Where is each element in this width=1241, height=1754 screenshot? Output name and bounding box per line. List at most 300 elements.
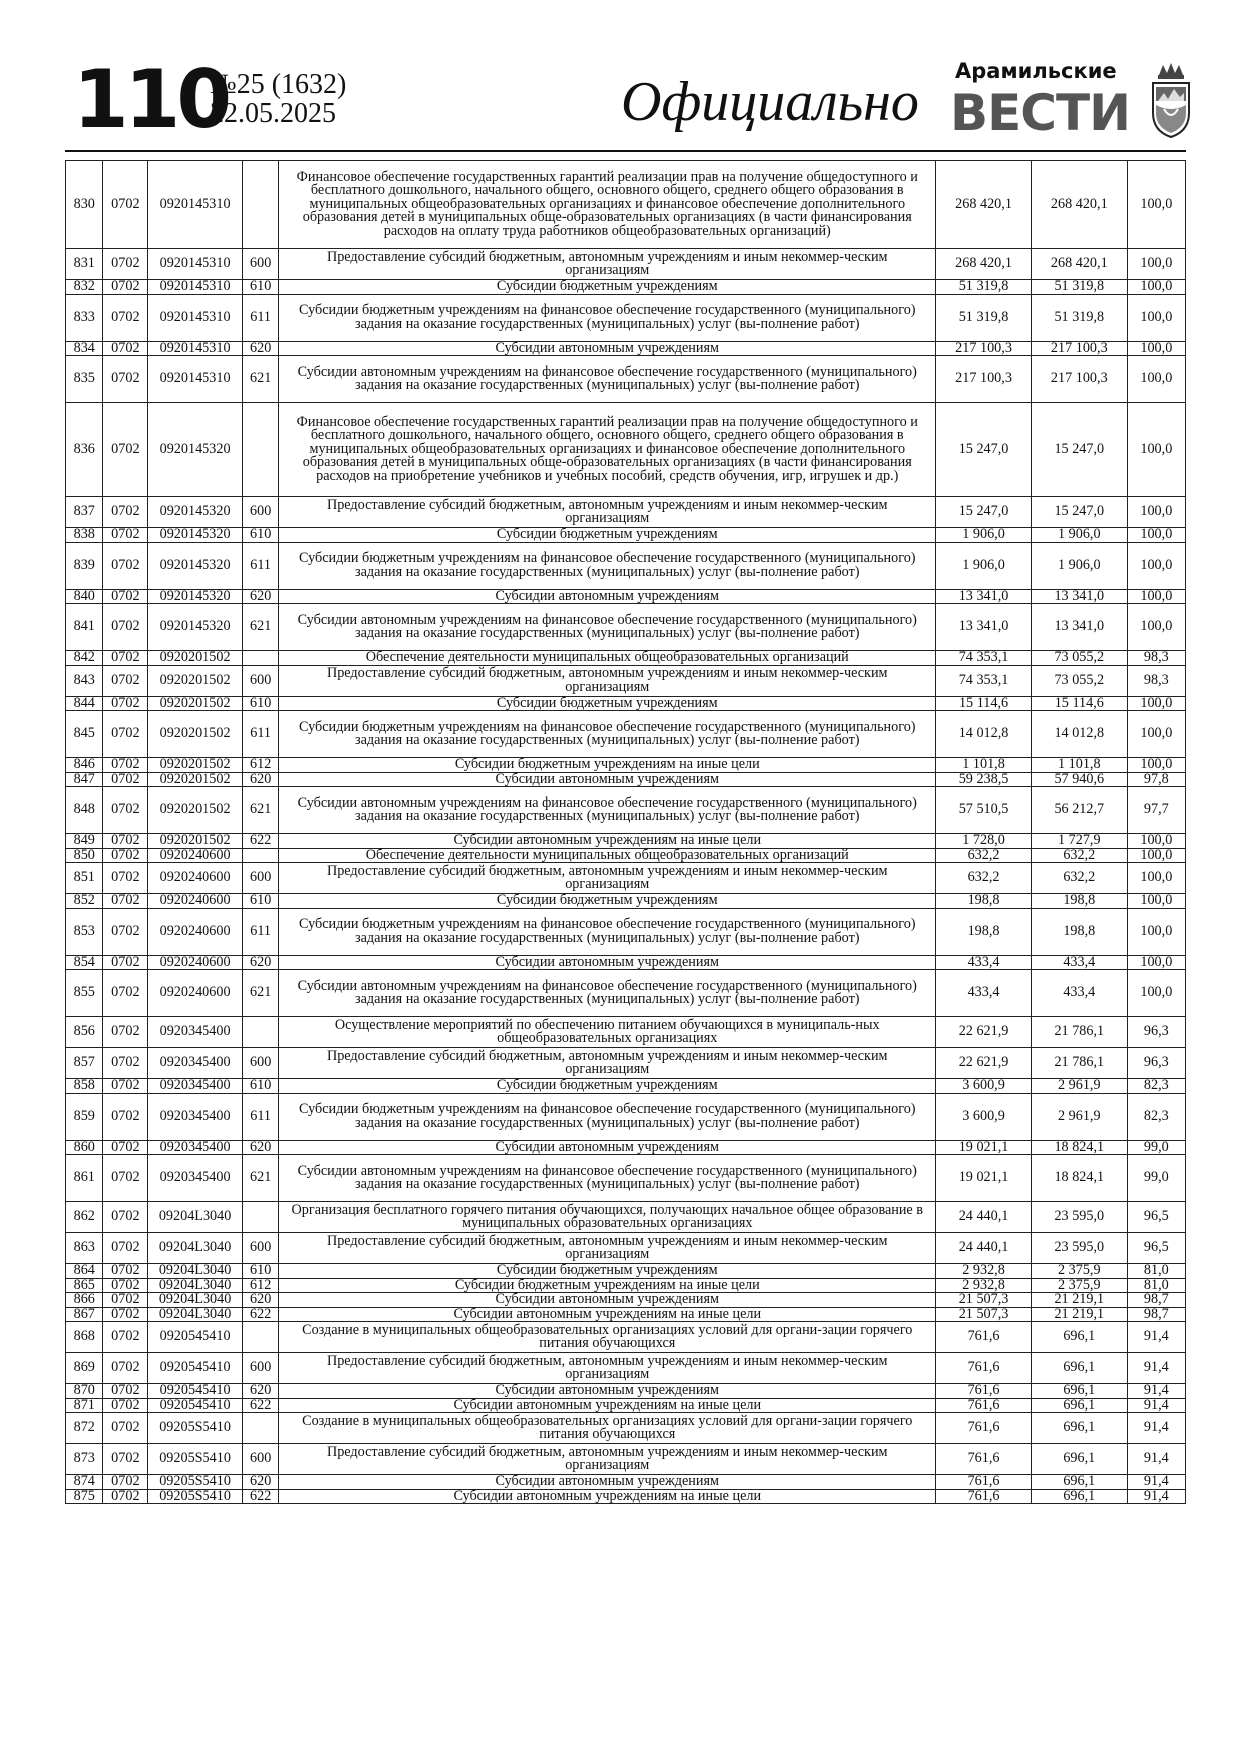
expense-type-cell: 610	[242, 894, 278, 909]
section-code-cell: 0702	[103, 758, 148, 773]
executed-amount-cell: 13 341,0	[1031, 589, 1127, 604]
row-number-cell: 867	[66, 1307, 103, 1322]
executed-amount-cell: 23 595,0	[1031, 1202, 1127, 1233]
target-code-cell: 0920201502	[148, 696, 243, 711]
expense-type-cell: 621	[242, 970, 278, 1017]
expense-type-cell	[242, 848, 278, 863]
planned-amount-cell: 761,6	[936, 1322, 1032, 1353]
target-code-cell: 0920545410	[148, 1353, 243, 1384]
section-code-cell: 0702	[103, 1293, 148, 1308]
row-number-cell: 871	[66, 1398, 103, 1413]
table-row	[66, 1353, 1186, 1384]
section-code-cell: 0702	[103, 403, 148, 497]
row-number-cell: 858	[66, 1079, 103, 1094]
planned-amount-cell: 59 238,5	[936, 772, 1032, 787]
table-row	[66, 1048, 1186, 1079]
expense-type-cell: 611	[242, 542, 278, 589]
target-code-cell: 0920201502	[148, 665, 243, 696]
section-title: Официально	[621, 71, 919, 133]
issue-info	[210, 70, 346, 128]
target-code-cell: 0920145310	[148, 161, 243, 249]
section-code-cell: 0702	[103, 1307, 148, 1322]
target-code-cell: 0920240600	[148, 908, 243, 955]
target-code-cell: 0920545410	[148, 1398, 243, 1413]
execution-percent-cell: 100,0	[1127, 894, 1185, 909]
description-cell: Субсидии бюджетным учреждениям на иные цели	[279, 758, 936, 773]
row-number-cell: 864	[66, 1264, 103, 1279]
execution-percent-cell: 100,0	[1127, 403, 1185, 497]
planned-amount-cell: 217 100,3	[936, 341, 1032, 356]
executed-amount-cell: 1 906,0	[1031, 542, 1127, 589]
row-number-cell: 859	[66, 1093, 103, 1140]
execution-percent-cell: 100,0	[1127, 249, 1185, 280]
table-row	[66, 528, 1186, 543]
section-code-cell: 0702	[103, 1233, 148, 1264]
expense-type-cell: 600	[242, 1233, 278, 1264]
expense-type-cell: 610	[242, 1079, 278, 1094]
execution-percent-cell: 91,4	[1127, 1475, 1185, 1490]
description-cell: Предоставление субсидий бюджетным, автономным учреждениям и иным некоммер-ческим организациям	[279, 863, 936, 894]
target-code-cell: 0920345400	[148, 1155, 243, 1202]
description-cell: Субсидии бюджетным учреждениям	[279, 528, 936, 543]
target-code-cell: 0920240600	[148, 970, 243, 1017]
description-cell: Субсидии бюджетным учреждениям	[279, 696, 936, 711]
executed-amount-cell: 696,1	[1031, 1322, 1127, 1353]
row-number-cell: 841	[66, 604, 103, 651]
expense-type-cell: 620	[242, 589, 278, 604]
logo-bottom-text: ВЕСТИ	[950, 84, 1130, 142]
planned-amount-cell: 198,8	[936, 908, 1032, 955]
section-code-cell: 0702	[103, 908, 148, 955]
expense-type-cell	[242, 403, 278, 497]
row-number-cell: 843	[66, 665, 103, 696]
section-code-cell: 0702	[103, 1322, 148, 1353]
section-code-cell: 0702	[103, 1048, 148, 1079]
execution-percent-cell: 82,3	[1127, 1079, 1185, 1094]
table-row	[66, 908, 1186, 955]
planned-amount-cell: 21 507,3	[936, 1293, 1032, 1308]
table-row	[66, 665, 1186, 696]
executed-amount-cell: 15 247,0	[1031, 403, 1127, 497]
expense-type-cell: 611	[242, 908, 278, 955]
description-cell: Субсидии автономным учреждениям на финансовое обеспечение государственного (муниципального) задания на оказание государственных (муниципальных) услуг (вы-полнение работ)	[279, 787, 936, 834]
description-cell: Организация бесплатного горячего питания обучающихся, получающих начальное общее образование в муниципальных образовательных организациях	[279, 1202, 936, 1233]
row-number-cell: 855	[66, 970, 103, 1017]
execution-percent-cell: 97,7	[1127, 787, 1185, 834]
planned-amount-cell: 761,6	[936, 1475, 1032, 1490]
expense-type-cell	[242, 1322, 278, 1353]
row-number-cell: 832	[66, 280, 103, 295]
expense-type-cell: 611	[242, 1093, 278, 1140]
planned-amount-cell: 13 341,0	[936, 589, 1032, 604]
executed-amount-cell: 632,2	[1031, 848, 1127, 863]
expense-type-cell: 620	[242, 955, 278, 970]
planned-amount-cell: 2 932,8	[936, 1264, 1032, 1279]
target-code-cell: 0920345400	[148, 1093, 243, 1140]
table-row	[66, 1293, 1186, 1308]
expense-type-cell: 610	[242, 280, 278, 295]
target-code-cell: 09205S5410	[148, 1444, 243, 1475]
expense-type-cell: 600	[242, 249, 278, 280]
execution-percent-cell: 97,8	[1127, 772, 1185, 787]
expense-type-cell: 620	[242, 341, 278, 356]
issue-number: №25 (1632)	[210, 69, 347, 100]
target-code-cell: 09205S5410	[148, 1413, 243, 1444]
table-row	[66, 356, 1186, 403]
table-row	[66, 651, 1186, 666]
expense-type-cell: 622	[242, 1307, 278, 1322]
table-row	[66, 1140, 1186, 1155]
expense-type-cell: 610	[242, 1264, 278, 1279]
description-cell: Субсидии бюджетным учреждениям на финансовое обеспечение государственного (муниципального) задания на оказание государственных (муниципальных) услуг (вы-полнение работ)	[279, 908, 936, 955]
table-row	[66, 1475, 1186, 1490]
description-cell: Предоставление субсидий бюджетным, автономным учреждениям и иным некоммер-ческим организациям	[279, 1233, 936, 1264]
description-cell: Создание в муниципальных общеобразовательных организациях условий для органи-зации горячего питания обучающихся	[279, 1413, 936, 1444]
row-number-cell: 874	[66, 1475, 103, 1490]
section-code-cell: 0702	[103, 1202, 148, 1233]
execution-percent-cell: 100,0	[1127, 280, 1185, 295]
execution-percent-cell: 100,0	[1127, 955, 1185, 970]
section-code-cell: 0702	[103, 1155, 148, 1202]
row-number-cell: 857	[66, 1048, 103, 1079]
planned-amount-cell: 761,6	[936, 1384, 1032, 1399]
execution-percent-cell: 98,3	[1127, 665, 1185, 696]
target-code-cell: 0920145310	[148, 356, 243, 403]
description-cell: Предоставление субсидий бюджетным, автономным учреждениям и иным некоммер-ческим организациям	[279, 249, 936, 280]
planned-amount-cell: 19 021,1	[936, 1140, 1032, 1155]
expense-type-cell: 600	[242, 1048, 278, 1079]
expense-type-cell: 621	[242, 1155, 278, 1202]
executed-amount-cell: 217 100,3	[1031, 356, 1127, 403]
expense-type-cell: 622	[242, 834, 278, 849]
executed-amount-cell: 1 101,8	[1031, 758, 1127, 773]
description-cell: Предоставление субсидий бюджетным, автономным учреждениям и иным некоммер-ческим организациям	[279, 665, 936, 696]
planned-amount-cell: 3 600,9	[936, 1093, 1032, 1140]
expense-type-cell: 600	[242, 665, 278, 696]
expense-type-cell: 620	[242, 1140, 278, 1155]
expense-type-cell: 620	[242, 1384, 278, 1399]
row-number-cell: 860	[66, 1140, 103, 1155]
table-row	[66, 1079, 1186, 1094]
execution-percent-cell: 98,7	[1127, 1307, 1185, 1322]
executed-amount-cell: 268 420,1	[1031, 249, 1127, 280]
description-cell: Обеспечение деятельности муниципальных общеобразовательных организаций	[279, 651, 936, 666]
expense-type-cell: 622	[242, 1489, 278, 1504]
target-code-cell: 0920201502	[148, 787, 243, 834]
executed-amount-cell: 696,1	[1031, 1384, 1127, 1399]
row-number-cell: 850	[66, 848, 103, 863]
table-row	[66, 1017, 1186, 1048]
expense-type-cell: 621	[242, 356, 278, 403]
execution-percent-cell: 91,4	[1127, 1353, 1185, 1384]
planned-amount-cell: 433,4	[936, 970, 1032, 1017]
description-cell: Субсидии бюджетным учреждениям	[279, 1079, 936, 1094]
page-number: 110	[73, 53, 228, 146]
executed-amount-cell: 18 824,1	[1031, 1140, 1127, 1155]
table-row	[66, 341, 1186, 356]
section-code-cell: 0702	[103, 356, 148, 403]
section-code-cell: 0702	[103, 497, 148, 528]
description-cell: Субсидии автономным учреждениям на иные цели	[279, 1307, 936, 1322]
planned-amount-cell: 21 507,3	[936, 1307, 1032, 1322]
table-row	[66, 497, 1186, 528]
execution-percent-cell: 100,0	[1127, 848, 1185, 863]
executed-amount-cell: 696,1	[1031, 1353, 1127, 1384]
row-number-cell: 844	[66, 696, 103, 711]
target-code-cell: 0920145320	[148, 589, 243, 604]
expense-type-cell: 610	[242, 528, 278, 543]
row-number-cell: 830	[66, 161, 103, 249]
row-number-cell: 852	[66, 894, 103, 909]
description-cell: Субсидии автономным учреждениям на иные цели	[279, 1398, 936, 1413]
description-cell: Субсидии автономным учреждениям на финансовое обеспечение государственного (муниципального) задания на оказание государственных (муниципальных) услуг (вы-полнение работ)	[279, 1155, 936, 1202]
executed-amount-cell: 696,1	[1031, 1398, 1127, 1413]
description-cell: Субсидии автономным учреждениям	[279, 341, 936, 356]
execution-percent-cell: 91,4	[1127, 1322, 1185, 1353]
table-row	[66, 1202, 1186, 1233]
executed-amount-cell: 18 824,1	[1031, 1155, 1127, 1202]
executed-amount-cell: 73 055,2	[1031, 665, 1127, 696]
target-code-cell: 09205S5410	[148, 1489, 243, 1504]
section-code-cell: 0702	[103, 528, 148, 543]
expense-type-cell: 600	[242, 1444, 278, 1475]
description-cell: Субсидии бюджетным учреждениям на финансовое обеспечение государственного (муниципального) задания на оказание государственных (муниципальных) услуг (вы-полнение работ)	[279, 542, 936, 589]
section-code-cell: 0702	[103, 294, 148, 341]
planned-amount-cell: 198,8	[936, 894, 1032, 909]
description-cell: Субсидии бюджетным учреждениям на финансовое обеспечение государственного (муниципального) задания на оказание государственных (муниципальных) услуг (вы-полнение работ)	[279, 294, 936, 341]
section-code-cell: 0702	[103, 848, 148, 863]
table-row	[66, 848, 1186, 863]
expense-type-cell: 621	[242, 787, 278, 834]
execution-percent-cell: 91,4	[1127, 1384, 1185, 1399]
target-code-cell: 0920345400	[148, 1140, 243, 1155]
target-code-cell: 0920201502	[148, 834, 243, 849]
executed-amount-cell: 2 375,9	[1031, 1278, 1127, 1293]
table-row	[66, 894, 1186, 909]
description-cell: Субсидии бюджетным учреждениям на финансовое обеспечение государственного (муниципального) задания на оказание государственных (муниципальных) услуг (вы-полнение работ)	[279, 1093, 936, 1140]
section-code-cell: 0702	[103, 1489, 148, 1504]
planned-amount-cell: 632,2	[936, 863, 1032, 894]
row-number-cell: 868	[66, 1322, 103, 1353]
description-cell: Финансовое обеспечение государственных гарантий реализации прав на получение общедоступного и бесплатного дошкольного, начального общего, основного общего, среднего общего образования в муниципальных общеобразовательных организациях и финансовое обеспечение дополнительного образования детей в муниципальных обще-образовательных организациях (в части финансирования расходов на приобретение учебников и учебных пособий, средств обучения, игр, игрушек и др.)	[279, 403, 936, 497]
description-cell: Субсидии автономным учреждениям	[279, 772, 936, 787]
section-code-cell: 0702	[103, 1278, 148, 1293]
executed-amount-cell: 217 100,3	[1031, 341, 1127, 356]
section-code-cell: 0702	[103, 1444, 148, 1475]
target-code-cell: 0920545410	[148, 1322, 243, 1353]
description-cell: Субсидии автономным учреждениям на финансовое обеспечение государственного (муниципального) задания на оказание государственных (муниципальных) услуг (вы-полнение работ)	[279, 604, 936, 651]
row-number-cell: 861	[66, 1155, 103, 1202]
table-row	[66, 589, 1186, 604]
coat-of-arms-icon	[1150, 61, 1192, 139]
logo-top-text: Арамильские	[955, 59, 1117, 83]
executed-amount-cell: 51 319,8	[1031, 280, 1127, 295]
row-number-cell: 845	[66, 711, 103, 758]
execution-percent-cell: 96,3	[1127, 1017, 1185, 1048]
execution-percent-cell: 100,0	[1127, 696, 1185, 711]
newspaper-logo	[950, 59, 1190, 149]
executed-amount-cell: 14 012,8	[1031, 711, 1127, 758]
expense-type-cell	[242, 1017, 278, 1048]
row-number-cell: 849	[66, 834, 103, 849]
target-code-cell: 0920201502	[148, 711, 243, 758]
row-number-cell: 834	[66, 341, 103, 356]
planned-amount-cell: 1 101,8	[936, 758, 1032, 773]
section-code-cell: 0702	[103, 955, 148, 970]
planned-amount-cell: 51 319,8	[936, 294, 1032, 341]
execution-percent-cell: 100,0	[1127, 542, 1185, 589]
target-code-cell: 0920145310	[148, 249, 243, 280]
table-row	[66, 249, 1186, 280]
planned-amount-cell: 761,6	[936, 1413, 1032, 1444]
table-row	[66, 772, 1186, 787]
description-cell: Субсидии автономным учреждениям	[279, 955, 936, 970]
execution-percent-cell: 100,0	[1127, 758, 1185, 773]
execution-percent-cell: 100,0	[1127, 294, 1185, 341]
target-code-cell: 0920240600	[148, 955, 243, 970]
target-code-cell: 0920145310	[148, 280, 243, 295]
section-code-cell: 0702	[103, 696, 148, 711]
table-row	[66, 1384, 1186, 1399]
execution-percent-cell: 100,0	[1127, 970, 1185, 1017]
planned-amount-cell: 268 420,1	[936, 161, 1032, 249]
planned-amount-cell: 632,2	[936, 848, 1032, 863]
executed-amount-cell: 198,8	[1031, 908, 1127, 955]
executed-amount-cell: 21 219,1	[1031, 1293, 1127, 1308]
expense-type-cell	[242, 1202, 278, 1233]
planned-amount-cell: 761,6	[936, 1444, 1032, 1475]
target-code-cell: 09204L3040	[148, 1293, 243, 1308]
planned-amount-cell: 74 353,1	[936, 665, 1032, 696]
row-number-cell: 838	[66, 528, 103, 543]
planned-amount-cell: 15 247,0	[936, 403, 1032, 497]
execution-percent-cell: 100,0	[1127, 497, 1185, 528]
target-code-cell: 0920240600	[148, 894, 243, 909]
section-code-cell: 0702	[103, 1384, 148, 1399]
executed-amount-cell: 57 940,6	[1031, 772, 1127, 787]
section-code-cell: 0702	[103, 161, 148, 249]
planned-amount-cell: 268 420,1	[936, 249, 1032, 280]
description-cell: Субсидии бюджетным учреждениям на финансовое обеспечение государственного (муниципального) задания на оказание государственных (муниципальных) услуг (вы-полнение работ)	[279, 711, 936, 758]
table-body	[66, 161, 1186, 1504]
table-row	[66, 696, 1186, 711]
target-code-cell: 0920240600	[148, 848, 243, 863]
section-code-cell: 0702	[103, 711, 148, 758]
target-code-cell: 0920345400	[148, 1079, 243, 1094]
section-code-cell: 0702	[103, 1140, 148, 1155]
section-code-cell: 0702	[103, 1017, 148, 1048]
row-number-cell: 870	[66, 1384, 103, 1399]
planned-amount-cell: 433,4	[936, 955, 1032, 970]
target-code-cell: 0920201502	[148, 651, 243, 666]
planned-amount-cell: 13 341,0	[936, 604, 1032, 651]
expense-type-cell: 621	[242, 604, 278, 651]
row-number-cell: 833	[66, 294, 103, 341]
execution-percent-cell: 100,0	[1127, 161, 1185, 249]
planned-amount-cell: 22 621,9	[936, 1017, 1032, 1048]
row-number-cell: 846	[66, 758, 103, 773]
planned-amount-cell: 761,6	[936, 1489, 1032, 1504]
row-number-cell: 873	[66, 1444, 103, 1475]
row-number-cell: 854	[66, 955, 103, 970]
description-cell: Предоставление субсидий бюджетным, автономным учреждениям и иным некоммер-ческим организациям	[279, 497, 936, 528]
table-row	[66, 787, 1186, 834]
row-number-cell: 836	[66, 403, 103, 497]
expense-type-cell: 611	[242, 294, 278, 341]
table-row	[66, 1307, 1186, 1322]
row-number-cell: 847	[66, 772, 103, 787]
row-number-cell: 835	[66, 356, 103, 403]
planned-amount-cell: 24 440,1	[936, 1233, 1032, 1264]
expense-type-cell: 600	[242, 863, 278, 894]
planned-amount-cell: 1 906,0	[936, 528, 1032, 543]
planned-amount-cell: 19 021,1	[936, 1155, 1032, 1202]
planned-amount-cell: 2 932,8	[936, 1278, 1032, 1293]
row-number-cell: 837	[66, 497, 103, 528]
executed-amount-cell: 15 247,0	[1031, 497, 1127, 528]
table-row	[66, 1233, 1186, 1264]
execution-percent-cell: 81,0	[1127, 1278, 1185, 1293]
execution-percent-cell: 98,7	[1127, 1293, 1185, 1308]
table-row	[66, 542, 1186, 589]
execution-percent-cell: 96,3	[1127, 1048, 1185, 1079]
table-row	[66, 1398, 1186, 1413]
execution-percent-cell: 100,0	[1127, 908, 1185, 955]
executed-amount-cell: 21 219,1	[1031, 1307, 1127, 1322]
expense-type-cell: 600	[242, 497, 278, 528]
description-cell: Субсидии автономным учреждениям на финансовое обеспечение государственного (муниципального) задания на оказание государственных (муниципальных) услуг (вы-полнение работ)	[279, 970, 936, 1017]
executed-amount-cell: 1 906,0	[1031, 528, 1127, 543]
row-number-cell: 840	[66, 589, 103, 604]
target-code-cell: 09204L3040	[148, 1278, 243, 1293]
executed-amount-cell: 23 595,0	[1031, 1233, 1127, 1264]
execution-percent-cell: 82,3	[1127, 1093, 1185, 1140]
planned-amount-cell: 57 510,5	[936, 787, 1032, 834]
executed-amount-cell: 433,4	[1031, 970, 1127, 1017]
section-code-cell: 0702	[103, 604, 148, 651]
planned-amount-cell: 22 621,9	[936, 1048, 1032, 1079]
execution-percent-cell: 100,0	[1127, 589, 1185, 604]
executed-amount-cell: 696,1	[1031, 1444, 1127, 1475]
execution-percent-cell: 91,4	[1127, 1489, 1185, 1504]
row-number-cell: 863	[66, 1233, 103, 1264]
executed-amount-cell: 21 786,1	[1031, 1048, 1127, 1079]
row-number-cell: 866	[66, 1293, 103, 1308]
table-row	[66, 955, 1186, 970]
row-number-cell: 875	[66, 1489, 103, 1504]
expense-type-cell: 620	[242, 1475, 278, 1490]
table-row	[66, 604, 1186, 651]
description-cell: Субсидии бюджетным учреждениям на иные цели	[279, 1278, 936, 1293]
target-code-cell: 09205S5410	[148, 1475, 243, 1490]
target-code-cell: 0920545410	[148, 1384, 243, 1399]
execution-percent-cell: 91,4	[1127, 1413, 1185, 1444]
description-cell: Осуществление мероприятий по обеспечению питанием обучающихся в муниципаль-ных общеобразовательных организациях	[279, 1017, 936, 1048]
executed-amount-cell: 696,1	[1031, 1475, 1127, 1490]
executed-amount-cell: 2 961,9	[1031, 1079, 1127, 1094]
section-code-cell: 0702	[103, 665, 148, 696]
planned-amount-cell: 217 100,3	[936, 356, 1032, 403]
section-code-cell: 0702	[103, 863, 148, 894]
description-cell: Субсидии бюджетным учреждениям	[279, 1264, 936, 1279]
execution-percent-cell: 96,5	[1127, 1202, 1185, 1233]
section-code-cell: 0702	[103, 1398, 148, 1413]
section-code-cell: 0702	[103, 1264, 148, 1279]
expense-type-cell	[242, 1413, 278, 1444]
execution-percent-cell: 100,0	[1127, 711, 1185, 758]
section-code-cell: 0702	[103, 280, 148, 295]
table-row	[66, 863, 1186, 894]
